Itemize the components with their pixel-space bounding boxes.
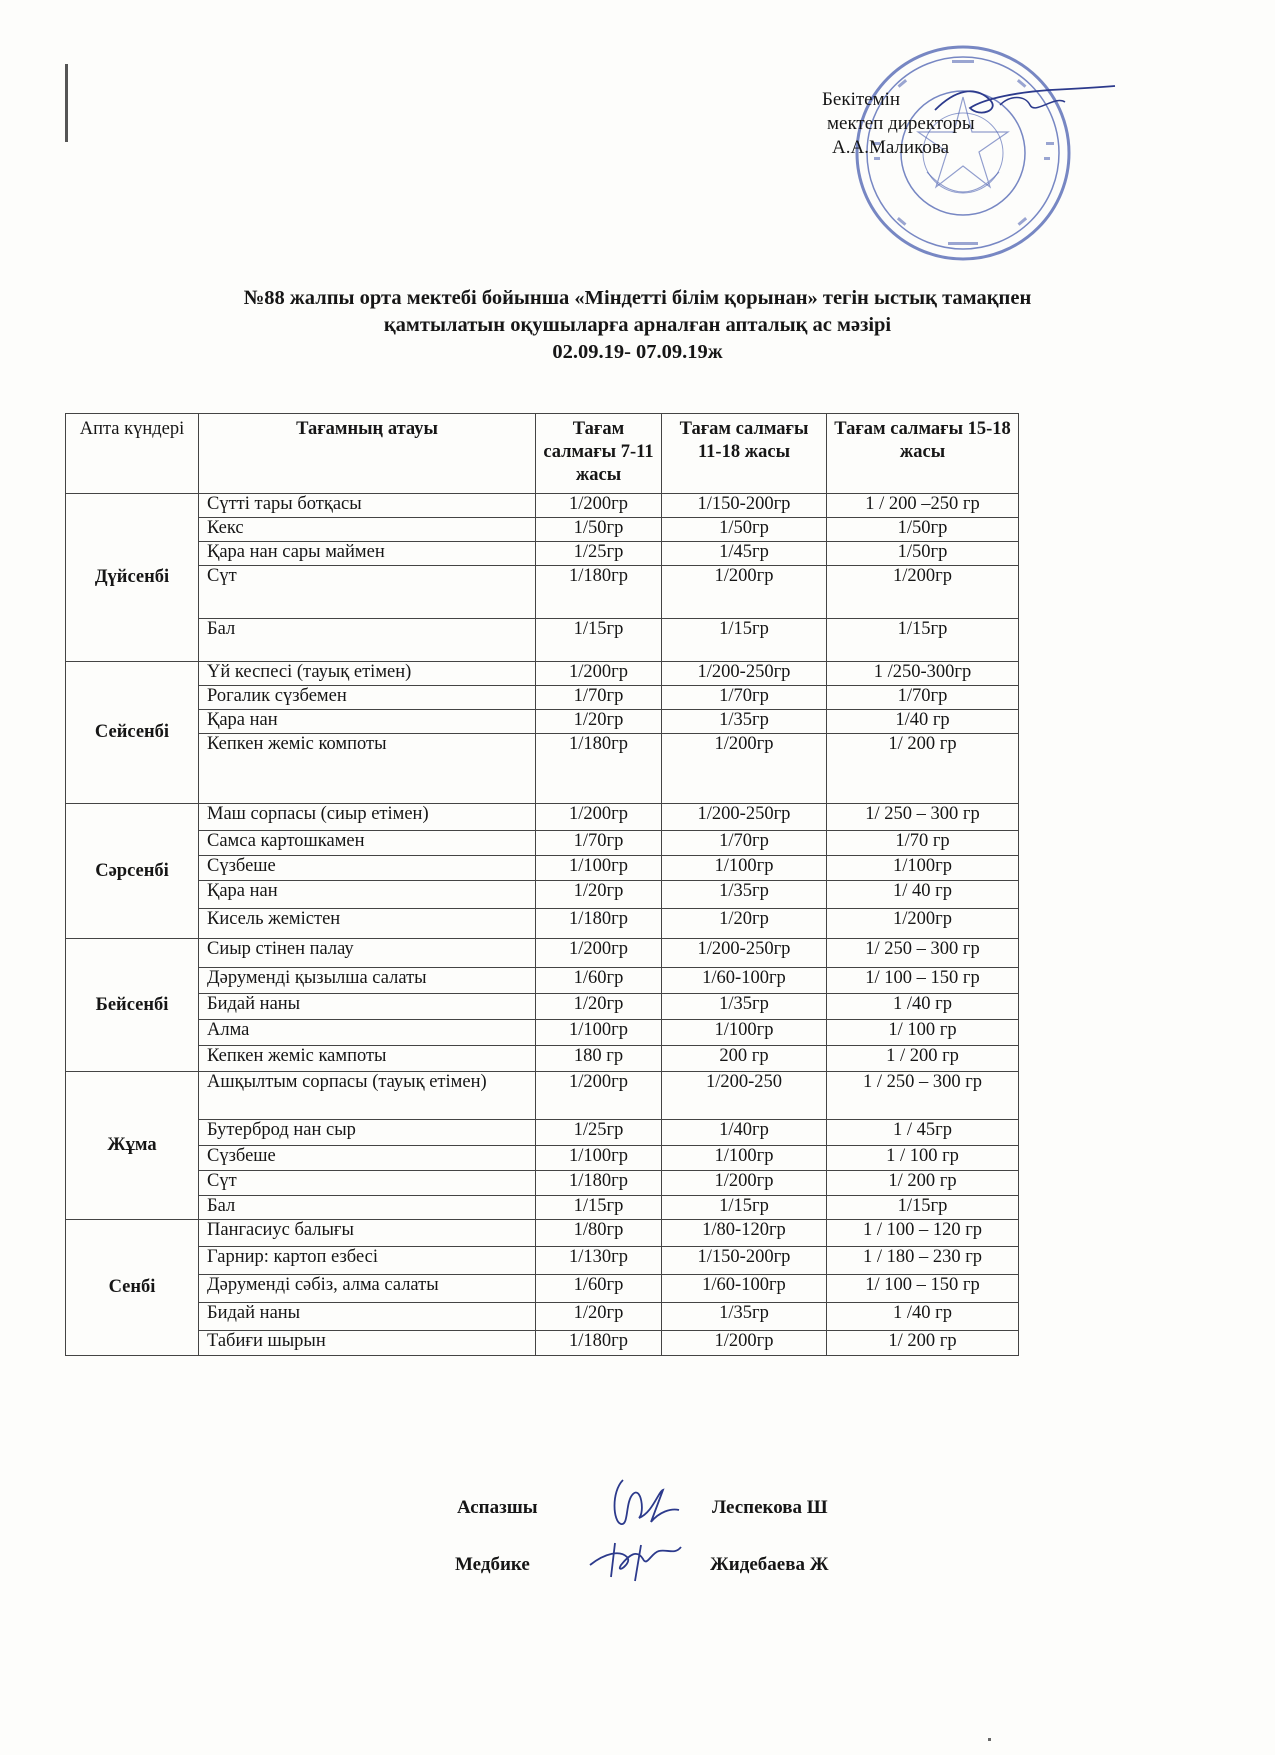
blank-cell — [1019, 662, 1132, 686]
dish-cell: Табиғи шырын — [199, 1331, 536, 1356]
table-row — [66, 710, 1132, 734]
cook-role-label: Аспазшы — [457, 1497, 538, 1518]
dish-cell: Пангасиус балығы — [199, 1220, 536, 1247]
weight-15-18-cell: 1/50гр — [827, 542, 1019, 566]
weight-15-18-cell: 1/ 200 гр — [827, 1331, 1019, 1356]
table-row — [66, 734, 1132, 804]
weight-7-11-cell: 1/200гр — [536, 662, 662, 686]
dish-cell: Бал — [199, 619, 536, 662]
table-row — [66, 686, 1132, 710]
weight-7-11-cell: 1/50гр — [536, 518, 662, 542]
table-row — [66, 1220, 1132, 1247]
dish-cell: Қара нан — [199, 881, 536, 909]
weight-15-18-cell: 1/200гр — [827, 909, 1019, 939]
weight-11-18-cell: 1/60-100гр — [662, 968, 827, 994]
approval-line-3: А.А.Маликова — [832, 137, 950, 158]
weight-11-18-cell: 1/70гр — [662, 831, 827, 856]
weight-11-18-cell: 1/40гр — [662, 1120, 827, 1146]
weight-7-11-cell: 1/180гр — [536, 566, 662, 619]
weight-7-11-cell: 1/60гр — [536, 1275, 662, 1303]
blank-cell — [1019, 831, 1132, 856]
weight-15-18-cell: 1/ 40 гр — [827, 881, 1019, 909]
blank-cell — [1019, 1120, 1132, 1146]
weight-11-18-cell: 1/80-120гр — [662, 1220, 827, 1247]
table-row — [66, 968, 1132, 994]
weight-15-18-cell: 1/70гр — [827, 686, 1019, 710]
weight-11-18-cell: 1/200-250гр — [662, 939, 827, 968]
blank-cell — [1019, 734, 1132, 804]
weight-15-18-cell: 1 /40 гр — [827, 994, 1019, 1020]
weight-15-18-cell: 1/100гр — [827, 856, 1019, 881]
dish-cell: Бал — [199, 1196, 536, 1220]
weight-7-11-cell: 1/20гр — [536, 1303, 662, 1331]
weight-7-11-cell: 1/70гр — [536, 831, 662, 856]
blank-cell — [1019, 1020, 1132, 1046]
blank-cell — [1019, 909, 1132, 939]
day-cell: Бейсенбі — [66, 939, 199, 1072]
table-row — [66, 518, 1132, 542]
blank-cell — [1019, 994, 1132, 1020]
dish-cell: Кепкен жеміс компоты — [199, 734, 536, 804]
weight-7-11-cell: 1/100гр — [536, 856, 662, 881]
weight-15-18-cell: 1 / 100 гр — [827, 1146, 1019, 1171]
dish-cell: Қара нан — [199, 710, 536, 734]
scan-speck — [988, 1738, 991, 1741]
menu-body — [66, 494, 1132, 1356]
weekly-menu-table — [65, 413, 1132, 1356]
dish-cell: Сүзбеше — [199, 856, 536, 881]
table-row — [66, 1046, 1132, 1072]
blank-cell — [1019, 1247, 1132, 1275]
weight-15-18-cell: 1/ 250 – 300 гр — [827, 804, 1019, 831]
title-line-2: қамтылатын оқушыларға арналған апталық ас мәзірі — [383, 314, 892, 336]
table-row — [66, 939, 1132, 968]
weight-7-11-cell: 1/25гр — [536, 1120, 662, 1146]
weight-11-18-cell: 1/15гр — [662, 1196, 827, 1220]
weight-15-18-cell: 1/50гр — [827, 518, 1019, 542]
blank-cell — [1019, 619, 1132, 662]
header-weight-15-18: Тағам салмағы 15-18 жасы — [827, 414, 1019, 494]
dish-cell: Бидай наны — [199, 994, 536, 1020]
dish-cell: Кекс — [199, 518, 536, 542]
scan-edge-mark — [65, 64, 68, 142]
weight-11-18-cell: 1/200-250гр — [662, 804, 827, 831]
blank-cell — [1019, 1220, 1132, 1247]
blank-cell — [1019, 881, 1132, 909]
table-row — [66, 856, 1132, 881]
dish-cell: Ашқылтым сорпасы (тауық етімен) — [199, 1072, 536, 1120]
title-date-range: 02.09.19- 07.09.19ж — [552, 341, 723, 363]
dish-cell: Кепкен жеміс кампоты — [199, 1046, 536, 1072]
blank-cell — [1019, 518, 1132, 542]
weight-15-18-cell: 1/ 100 гр — [827, 1020, 1019, 1046]
weight-7-11-cell: 1/180гр — [536, 909, 662, 939]
dish-cell: Бидай наны — [199, 1303, 536, 1331]
table-row — [66, 1146, 1132, 1171]
weight-11-18-cell: 1/100гр — [662, 856, 827, 881]
weight-7-11-cell: 1/180гр — [536, 1331, 662, 1356]
dish-cell: Дәруменді қызылша салаты — [199, 968, 536, 994]
blank-cell — [1019, 1046, 1132, 1072]
weight-15-18-cell: 1/15гр — [827, 619, 1019, 662]
blank-cell — [1019, 1331, 1132, 1356]
weight-11-18-cell: 1/200-250гр — [662, 662, 827, 686]
weight-11-18-cell: 200 гр — [662, 1046, 827, 1072]
dish-cell: Бутерброд нан сыр — [199, 1120, 536, 1146]
weight-15-18-cell: 1 / 200 гр — [827, 1046, 1019, 1072]
header-day: Апта күндері — [66, 414, 199, 494]
day-cell: Сейсенбі — [66, 662, 199, 804]
weight-7-11-cell: 1/60гр — [536, 968, 662, 994]
weight-11-18-cell: 1/200-250 — [662, 1072, 827, 1120]
weight-15-18-cell: 1 / 45гр — [827, 1120, 1019, 1146]
table-row — [66, 1275, 1132, 1303]
table-row — [66, 619, 1132, 662]
header-blank — [1019, 414, 1132, 494]
blank-cell — [1019, 566, 1132, 619]
weight-11-18-cell: 1/15гр — [662, 619, 827, 662]
dish-cell: Сүт — [199, 1171, 536, 1196]
table-row — [66, 566, 1132, 619]
weight-15-18-cell: 1/40 гр — [827, 710, 1019, 734]
header-dish: Тағамның атауы — [199, 414, 536, 494]
weight-15-18-cell: 1/15гр — [827, 1196, 1019, 1220]
weight-7-11-cell: 1/20гр — [536, 994, 662, 1020]
blank-cell — [1019, 1072, 1132, 1120]
weight-15-18-cell: 1/ 100 – 150 гр — [827, 968, 1019, 994]
weight-15-18-cell: 1/ 200 гр — [827, 1171, 1019, 1196]
blank-cell — [1019, 1146, 1132, 1171]
weight-15-18-cell: 1 /40 гр — [827, 1303, 1019, 1331]
dish-cell: Дәруменді сәбіз, алма салаты — [199, 1275, 536, 1303]
weight-15-18-cell: 1/200гр — [827, 566, 1019, 619]
weight-7-11-cell: 1/200гр — [536, 804, 662, 831]
cook-name: Леспекова Ш — [712, 1497, 828, 1518]
dish-cell: Қара нан сары маймен — [199, 542, 536, 566]
table-row — [66, 1120, 1132, 1146]
weight-11-18-cell: 1/35гр — [662, 1303, 827, 1331]
weight-7-11-cell: 1/20гр — [536, 710, 662, 734]
weight-7-11-cell: 180 гр — [536, 1046, 662, 1072]
document-title — [0, 285, 1275, 366]
weight-15-18-cell: 1/ 250 – 300 гр — [827, 939, 1019, 968]
weight-11-18-cell: 1/200гр — [662, 734, 827, 804]
weight-11-18-cell: 1/200гр — [662, 1171, 827, 1196]
weight-11-18-cell: 1/200гр — [662, 1331, 827, 1356]
weight-11-18-cell: 1/20гр — [662, 909, 827, 939]
dish-cell: Гарнир: картоп езбесі — [199, 1247, 536, 1275]
header-weight-7-11: Тағам салмағы 7-11 жасы — [536, 414, 662, 494]
blank-cell — [1019, 1171, 1132, 1196]
table-row — [66, 881, 1132, 909]
blank-cell — [1019, 804, 1132, 831]
blank-cell — [1019, 856, 1132, 881]
approval-line-1: Бекітемін — [822, 89, 901, 110]
header-weight-11-18: Тағам салмағы 11-18 жасы — [662, 414, 827, 494]
weight-11-18-cell: 1/35гр — [662, 881, 827, 909]
table-row — [66, 1196, 1132, 1220]
weight-15-18-cell: 1 / 200 –250 гр — [827, 494, 1019, 518]
dish-cell: Самса картошкамен — [199, 831, 536, 856]
blank-cell — [1019, 542, 1132, 566]
table-row — [66, 1020, 1132, 1046]
blank-cell — [1019, 494, 1132, 518]
nurse-role: Медбике — [455, 1554, 530, 1575]
dish-cell: Сүтті тары ботқасы — [199, 494, 536, 518]
weight-11-18-cell: 1/150-200гр — [662, 1247, 827, 1275]
table-row — [66, 1072, 1132, 1120]
weight-11-18-cell: 1/100гр — [662, 1020, 827, 1046]
weight-11-18-cell: 1/35гр — [662, 710, 827, 734]
table-row — [66, 662, 1132, 686]
dish-cell: Үй кеспесі (тауық етімен) — [199, 662, 536, 686]
dish-cell: Сүзбеше — [199, 1146, 536, 1171]
table-row — [66, 1247, 1132, 1275]
table-row — [66, 804, 1132, 831]
dish-cell: Кисель жемістен — [199, 909, 536, 939]
dish-cell: Сиыр стінен палау — [199, 939, 536, 968]
weight-11-18-cell: 1/70гр — [662, 686, 827, 710]
day-cell: Жұма — [66, 1072, 199, 1220]
table-row — [66, 1171, 1132, 1196]
blank-cell — [1019, 686, 1132, 710]
blank-cell — [1019, 710, 1132, 734]
weight-7-11-cell: 1/130гр — [536, 1247, 662, 1275]
weight-11-18-cell: 1/45гр — [662, 542, 827, 566]
weight-11-18-cell: 1/50гр — [662, 518, 827, 542]
weight-7-11-cell: 1/200гр — [536, 1072, 662, 1120]
dish-cell: Рогалик сүзбемен — [199, 686, 536, 710]
blank-cell — [1019, 1275, 1132, 1303]
weight-11-18-cell: 1/200гр — [662, 566, 827, 619]
weight-7-11-cell: 1/100гр — [536, 1146, 662, 1171]
table-row — [66, 1331, 1132, 1356]
weight-15-18-cell: 1 / 180 – 230 гр — [827, 1247, 1019, 1275]
nurse-name: Жидебаева Ж — [710, 1554, 829, 1575]
weight-7-11-cell: 1/20гр — [536, 881, 662, 909]
weight-15-18-cell: 1 / 250 – 300 гр — [827, 1072, 1019, 1120]
table-row — [66, 542, 1132, 566]
director-signature — [930, 80, 1120, 125]
dish-cell: Сүт — [199, 566, 536, 619]
weight-7-11-cell: 1/70гр — [536, 686, 662, 710]
title-line-1: №88 жалпы орта мектебі бойынша «Міндетті білім қорынан» тегін ыстық тамақпен — [243, 287, 1032, 309]
day-cell: Дүйсенбі — [66, 494, 199, 662]
weight-7-11-cell: 1/80гр — [536, 1220, 662, 1247]
weight-15-18-cell: 1/ 200 гр — [827, 734, 1019, 804]
weight-11-18-cell: 1/35гр — [662, 994, 827, 1020]
day-cell: Сәрсенбі — [66, 804, 199, 939]
weight-15-18-cell: 1 / 100 – 120 гр — [827, 1220, 1019, 1247]
blank-cell — [1019, 1303, 1132, 1331]
weight-15-18-cell: 1/ 100 – 150 гр — [827, 1275, 1019, 1303]
weight-7-11-cell: 1/200гр — [536, 494, 662, 518]
table-header-row — [66, 414, 1132, 494]
weight-7-11-cell: 1/15гр — [536, 619, 662, 662]
weight-7-11-cell: 1/100гр — [536, 1020, 662, 1046]
day-cell: Сенбі — [66, 1220, 199, 1356]
table-row — [66, 831, 1132, 856]
weight-7-11-cell: 1/180гр — [536, 734, 662, 804]
blank-cell — [1019, 1196, 1132, 1220]
table-row — [66, 909, 1132, 939]
blank-cell — [1019, 939, 1132, 968]
weight-7-11-cell: 1/15гр — [536, 1196, 662, 1220]
dish-cell: Алма — [199, 1020, 536, 1046]
approval-line-2: мектеп директоры — [827, 113, 975, 134]
weight-7-11-cell: 1/200гр — [536, 939, 662, 968]
table-row — [66, 1303, 1132, 1331]
weight-15-18-cell: 1/70 гр — [827, 831, 1019, 856]
weight-15-18-cell: 1 /250-300гр — [827, 662, 1019, 686]
blank-cell — [1019, 968, 1132, 994]
table-row — [66, 994, 1132, 1020]
dish-cell: Маш сорпасы (сиыр етімен) — [199, 804, 536, 831]
table-row — [66, 494, 1132, 518]
weight-7-11-cell: 1/25гр — [536, 542, 662, 566]
cook-signature — [603, 1472, 683, 1532]
weight-11-18-cell: 1/100гр — [662, 1146, 827, 1171]
weight-7-11-cell: 1/180гр — [536, 1171, 662, 1196]
weight-11-18-cell: 1/150-200гр — [662, 494, 827, 518]
weight-11-18-cell: 1/60-100гр — [662, 1275, 827, 1303]
nurse-signature — [585, 1535, 685, 1585]
